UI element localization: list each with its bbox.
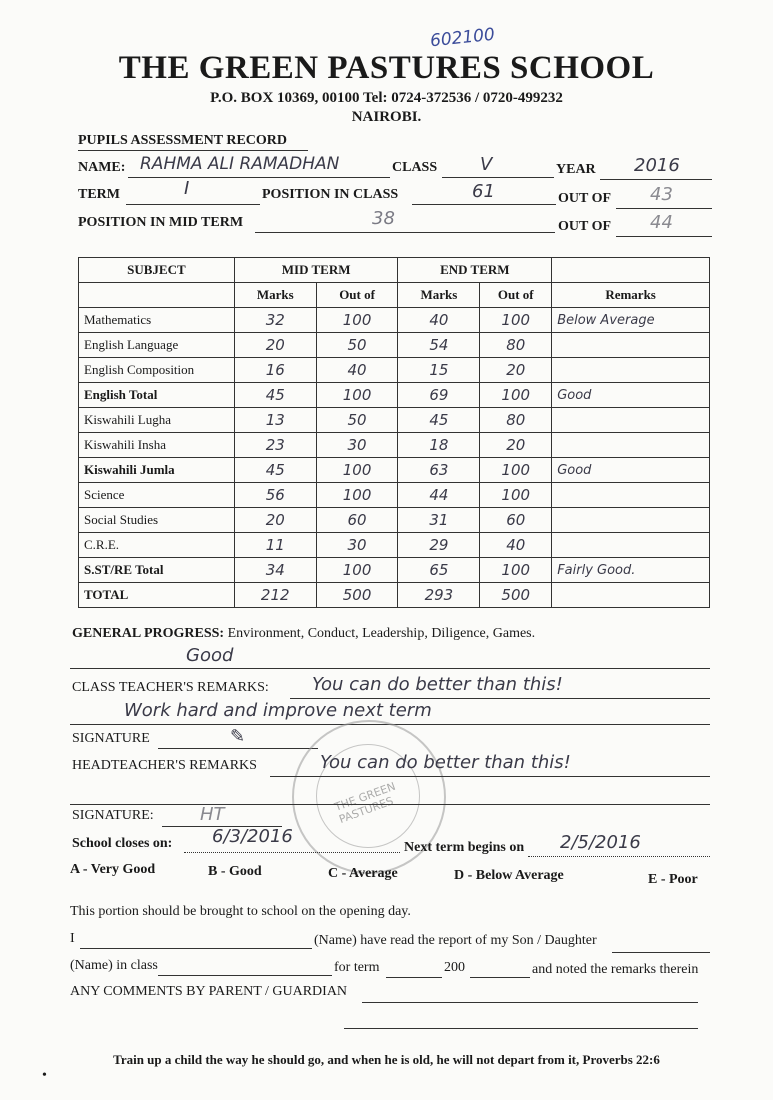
mid-position-label: POSITION IN MID TERM <box>78 215 244 230</box>
table-row <box>79 333 710 358</box>
mid-marks-cell: 20 <box>234 333 316 358</box>
headteacher-label: HEADTEACHER'S REMARKS <box>72 758 257 773</box>
mid-out-of-line <box>616 236 712 237</box>
out-of-line <box>616 208 712 209</box>
position-value: 61 <box>472 181 495 202</box>
table-row <box>79 483 710 508</box>
position-line <box>412 204 556 205</box>
name-line <box>128 177 390 178</box>
mid-marks-cell: 56 <box>234 483 316 508</box>
table-row <box>79 358 710 383</box>
subject-cell: English Language <box>79 333 235 358</box>
table-row <box>79 383 710 408</box>
end-marks-cell: 65 <box>398 558 480 583</box>
progress-line <box>70 668 710 669</box>
slip-comments-line <box>362 1002 698 1003</box>
mid-marks-cell: 45 <box>234 383 316 408</box>
subject-cell: S.ST/RE Total <box>79 558 235 583</box>
serial-number: 602100 <box>429 24 496 52</box>
remarks-cell: Fairly Good. <box>552 558 710 583</box>
general-progress-value: Good <box>186 645 234 666</box>
mid-marks-cell: 212 <box>234 583 316 608</box>
name-label: NAME: <box>78 160 126 175</box>
out-of-label: OUT OF <box>558 191 612 206</box>
school-name: THE GREEN PASTURES SCHOOL <box>118 50 655 86</box>
end-out-of-cell: 80 <box>480 408 552 433</box>
header-end-out-of: Out of <box>480 283 552 308</box>
signature2-value: HT <box>200 804 225 825</box>
header-mid-out-of: Out of <box>316 283 398 308</box>
end-out-of-cell: 100 <box>480 458 552 483</box>
school-city: NAIROBI. <box>351 109 422 125</box>
subject-cell: Social Studies <box>79 508 235 533</box>
grade-d: D - Below Average <box>454 868 564 883</box>
table-row <box>79 458 710 483</box>
table-row <box>79 533 710 558</box>
end-out-of-cell: 100 <box>480 558 552 583</box>
headteacher-line-2 <box>70 804 710 805</box>
end-marks-cell: 15 <box>398 358 480 383</box>
mid-marks-cell: 11 <box>234 533 316 558</box>
name-value: RAHMA ALI RAMADHAN <box>140 154 340 174</box>
grade-b: B - Good <box>208 864 262 879</box>
slip-year-prefix: 200 <box>444 960 465 975</box>
mid-out-of-value: 44 <box>650 212 673 233</box>
end-marks-cell: 54 <box>398 333 480 358</box>
subject-cell: Science <box>79 483 235 508</box>
table-row <box>79 308 710 333</box>
marks-table <box>78 257 710 608</box>
class-label: CLASS <box>392 160 438 175</box>
end-marks-cell: 293 <box>398 583 480 608</box>
record-title: PUPILS ASSESSMENT RECORD <box>78 133 288 148</box>
table-row <box>79 408 710 433</box>
remarks-cell <box>552 508 710 533</box>
subject-cell: Kiswahili Insha <box>79 433 235 458</box>
table-row <box>79 583 710 608</box>
mid-out-of-cell: 40 <box>316 358 398 383</box>
mid-marks-cell: 45 <box>234 458 316 483</box>
school-address: P.O. BOX 10369, 00100 Tel: 0724-372536 / 0720-499232 <box>210 90 563 106</box>
end-out-of-cell: 60 <box>480 508 552 533</box>
term-line <box>126 204 260 205</box>
grade-c: C - Average <box>328 866 398 881</box>
remarks-cell <box>552 333 710 358</box>
subject-cell: Kiswahili Lugha <box>79 408 235 433</box>
grade-a: A - Very Good <box>70 862 156 877</box>
mid-marks-cell: 23 <box>234 433 316 458</box>
mid-out-of-cell: 100 <box>316 483 398 508</box>
slip-comments-label: ANY COMMENTS BY PARENT / GUARDIAN <box>70 984 348 999</box>
out-of-value: 43 <box>650 184 673 205</box>
year-line <box>600 179 712 180</box>
slip-comments-line-2 <box>344 1028 698 1029</box>
end-marks-cell: 18 <box>398 433 480 458</box>
slip-instruction: This portion should be brought to school on the opening day. <box>70 904 411 919</box>
class-teacher-remark-2: Work hard and improve next term <box>124 700 432 721</box>
end-marks-cell: 44 <box>398 483 480 508</box>
subject-cell: English Composition <box>79 358 235 383</box>
subject-cell: Mathematics <box>79 308 235 333</box>
closes-label: School closes on: <box>72 836 173 851</box>
stamp-text: THE GREEN PASTURES <box>332 779 398 827</box>
mid-out-of-label: OUT OF <box>558 219 612 234</box>
slip-name-line <box>80 948 312 949</box>
remarks-cell <box>552 483 710 508</box>
mid-out-of-cell: 500 <box>316 583 398 608</box>
class-value: V <box>480 154 493 175</box>
class-line <box>442 177 554 178</box>
closes-line <box>184 852 400 853</box>
mid-out-of-cell: 60 <box>316 508 398 533</box>
grade-e: E - Poor <box>648 872 698 887</box>
end-marks-cell: 69 <box>398 383 480 408</box>
subject-cell: C.R.E. <box>79 533 235 558</box>
end-out-of-cell: 20 <box>480 433 552 458</box>
slip-child-line <box>612 952 710 953</box>
closes-value: 6/3/2016 <box>212 826 293 847</box>
end-out-of-cell: 500 <box>480 583 552 608</box>
end-out-of-cell: 20 <box>480 358 552 383</box>
end-marks-cell: 29 <box>398 533 480 558</box>
subject-cell: TOTAL <box>79 583 235 608</box>
mid-out-of-cell: 100 <box>316 383 398 408</box>
header-end-term: END TERM <box>398 258 552 283</box>
end-marks-cell: 31 <box>398 508 480 533</box>
remarks-cell <box>552 433 710 458</box>
headteacher-line <box>270 776 710 777</box>
table-row <box>79 433 710 458</box>
slip-name-in-class: (Name) in class <box>70 958 158 973</box>
term-value: I <box>184 178 190 199</box>
mid-marks-cell: 32 <box>234 308 316 333</box>
slip-class-line <box>158 975 332 976</box>
end-out-of-cell: 100 <box>480 383 552 408</box>
begins-label: Next term begins on <box>404 840 525 855</box>
end-out-of-cell: 40 <box>480 533 552 558</box>
mid-position-line <box>255 232 555 233</box>
remarks-cell <box>552 583 710 608</box>
marks-table-body <box>79 308 710 608</box>
term-label: TERM <box>78 187 120 202</box>
remarks-cell <box>552 408 710 433</box>
slip-term-line <box>386 977 442 978</box>
begins-value: 2/5/2016 <box>560 832 641 853</box>
header-blank <box>552 258 710 283</box>
end-marks-cell: 45 <box>398 408 480 433</box>
remarks-cell <box>552 358 710 383</box>
slip-i-label: I <box>70 931 75 946</box>
motto: Train up a child the way he should go, and when he is old, he will not depart from it, Proverbs 22:6 <box>113 1052 660 1067</box>
end-marks-cell: 63 <box>398 458 480 483</box>
header-subject-sub <box>79 283 235 308</box>
header-remarks: Remarks <box>552 283 710 308</box>
slip-noted: and noted the remarks therein <box>532 962 699 977</box>
header-subject: SUBJECT <box>79 258 235 283</box>
class-teacher-remark-1: You can do better than this! <box>312 674 563 695</box>
headteacher-remark: You can do better than this! <box>320 752 571 773</box>
mid-marks-cell: 20 <box>234 508 316 533</box>
mid-out-of-cell: 30 <box>316 433 398 458</box>
end-out-of-cell: 80 <box>480 333 552 358</box>
mid-out-of-cell: 100 <box>316 458 398 483</box>
remarks-cell: Good <box>552 383 710 408</box>
slip-for-term: for term <box>334 960 380 975</box>
end-marks-cell: 40 <box>398 308 480 333</box>
position-label: POSITION IN CLASS <box>262 187 399 202</box>
mid-marks-cell: 34 <box>234 558 316 583</box>
slip-year-line <box>470 977 530 978</box>
year-label: YEAR <box>556 162 596 177</box>
slip-name-read: (Name) have read the report of my Son / Daughter <box>314 933 597 948</box>
begins-line <box>528 856 710 857</box>
margin-dot: • <box>42 1068 47 1083</box>
general-progress <box>72 626 535 642</box>
table-row <box>79 558 710 583</box>
header-mid-marks: Marks <box>234 283 316 308</box>
signature-line <box>158 748 318 749</box>
table-row <box>79 508 710 533</box>
subject-cell: English Total <box>79 383 235 408</box>
remarks-cell <box>552 533 710 558</box>
remarks-cell: Below Average <box>552 308 710 333</box>
signature-mark: ✎ <box>230 726 246 747</box>
remarks-cell: Good <box>552 458 710 483</box>
mid-out-of-cell: 100 <box>316 558 398 583</box>
general-progress-items: Environment, Conduct, Leadership, Diligence, Games. <box>227 626 536 641</box>
class-teacher-line <box>290 698 710 699</box>
general-progress-label: GENERAL PROGRESS: <box>72 626 225 641</box>
class-teacher-label: CLASS TEACHER'S REMARKS: <box>72 680 269 695</box>
mid-marks-cell: 13 <box>234 408 316 433</box>
mid-out-of-cell: 30 <box>316 533 398 558</box>
header-mid-term: MID TERM <box>234 258 398 283</box>
year-value: 2016 <box>634 155 680 176</box>
mid-out-of-cell: 100 <box>316 308 398 333</box>
end-out-of-cell: 100 <box>480 483 552 508</box>
mid-position-value: 38 <box>372 208 395 229</box>
header-end-marks: Marks <box>398 283 480 308</box>
mid-out-of-cell: 50 <box>316 408 398 433</box>
subject-cell: Kiswahili Jumla <box>79 458 235 483</box>
signature2-label: SIGNATURE: <box>72 808 154 823</box>
signature-label: SIGNATURE <box>72 731 150 746</box>
mid-marks-cell: 16 <box>234 358 316 383</box>
mid-out-of-cell: 50 <box>316 333 398 358</box>
end-out-of-cell: 100 <box>480 308 552 333</box>
title-underline <box>78 150 308 151</box>
